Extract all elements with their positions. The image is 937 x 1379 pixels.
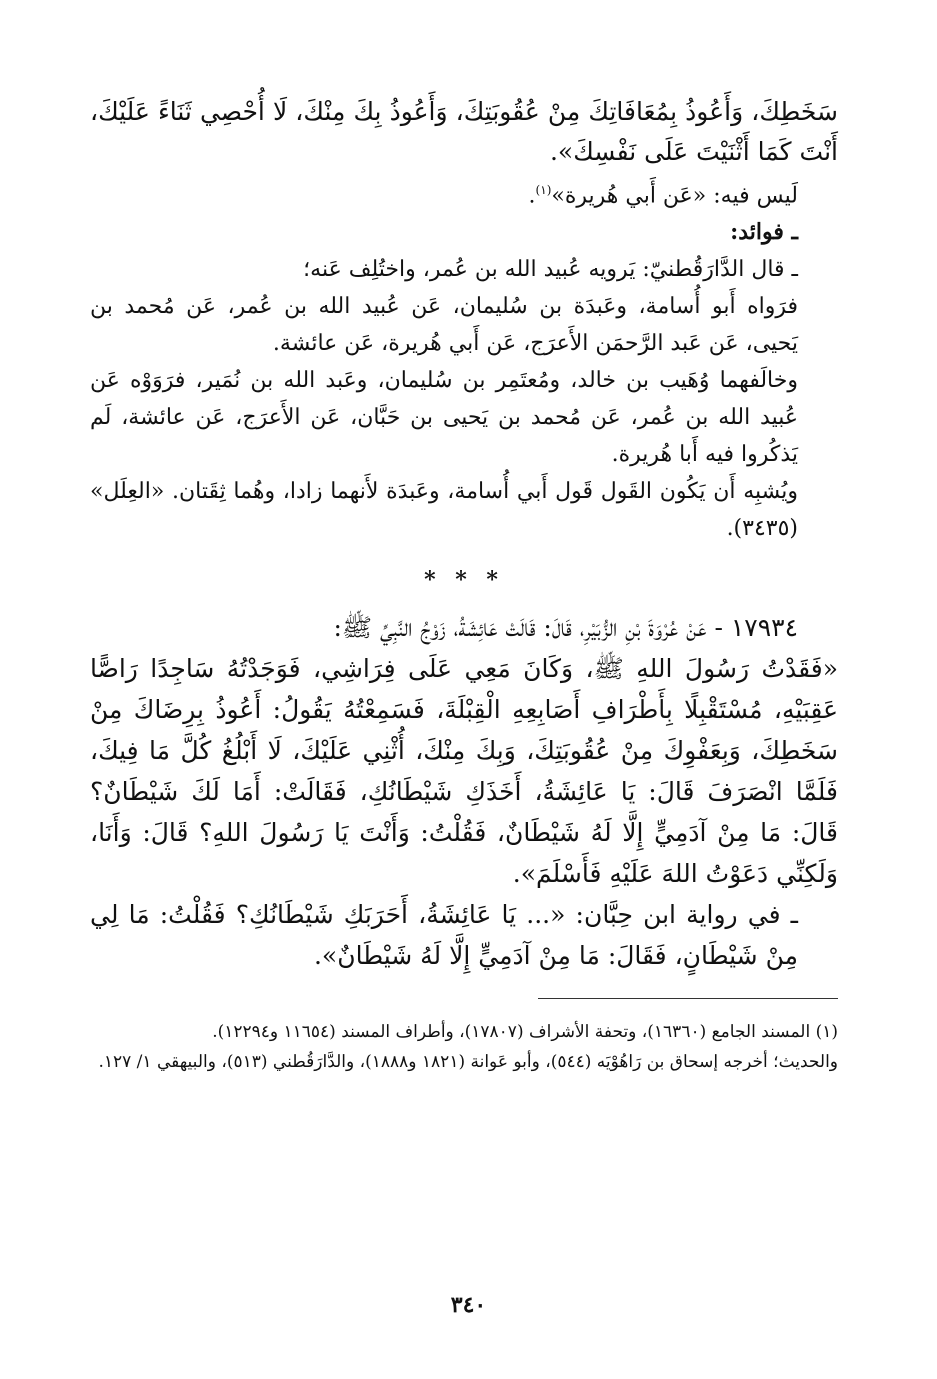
hadith-text: «فَقَدْتُ رَسُولَ اللهِ ﷺ، وَكَانَ مَعِي عَلَى فِرَاشِي، فَوَجَدْتُهُ سَاجِدًا رَاصًّا عَقِبَيْهِ، مُسْتَقْبِلًا بِأَطْرَافِ أَصَابِعِهِ الْقِبْلَةَ، فَسَمِعْتُهُ يَقُولُ: أَعُوذُ بِرِضَاكَ مِنْ سَخَطِكَ، وَبِعَفْوِكَ مِنْ عُقُوبَتِكَ، وَبِكَ مِنْكَ، أُثْنِي عَلَيْكَ، لَا أَبْلُغُ كُلَّ مَا فِيكَ، فَلَمَّا انْصَرَفَ قَالَ: يَا عَائِشَةُ، أَخَذَكِ شَيْطَانُكِ، فَقَالَتْ: أَمَا لَكَ شَيْطَانٌ؟ قَالَ: مَا مِنْ آدَمِيٍّ إِلَّا لَهُ شَيْطَانٌ، فَقُلْتُ: وَأَنْتَ يَا رَسُولَ اللهِ؟ قَالَ: وَأَنَا، وَلَكِنِّي دَعَوْتُ اللهَ عَلَيْهِ فَأَسْلَمَ». xyxy=(90,654,838,889)
hadith-heading: ١٧٩٣٤ - عَنْ عُرْوَةَ بْنِ الزُّبَيْرِ، قَالَ: قَالَتْ عَائِشَةُ، زَوْجُ النَّبِيِّ ﷺ: xyxy=(333,613,798,643)
hadith-ending-text: سَخَطِكَ، وَأَعُوذُ بِمُعَافَاتِكَ مِنْ عُقُوبَتِكَ، وَأَعُوذُ بِكَ مِنْكَ، لَا أُحْصِي ثَنَاءً عَلَيْكَ، أَنْتَ كَمَا أَثْنَيْتَ عَلَى نَفْسِكَ». xyxy=(90,97,838,166)
page-number: ٣٤٠ xyxy=(450,1292,487,1318)
note-not-in-narration xyxy=(90,172,838,214)
daraqutni-intro: ـ قال الدَّارَقُطنيّ: يَرويه عُبيد الله بن عُمر، واختُلِف عَنه؛ xyxy=(303,257,798,283)
ibn-hibban-narration: ـ في رواية ابن حِبَّان: «... يَا عَائِشَةُ، أَحَرَبَكِ شَيْطَانُكِ؟ فَقُلْتُ: مَا لِي مِنْ شَيْطَانٍ، فَقَالَ: مَا مِنْ آدَمِيٍّ إِلَّا لَهُ شَيْطَانٌ». xyxy=(90,900,798,971)
benefits-heading: ـ فوائد: xyxy=(730,219,798,246)
footnote-1: (١) المسند الجامع (١٦٣٦٠)، وتحفة الأشراف (١٧٨٠٧)، وأطراف المسند (١١٦٥٤ و١٢٢٩٤). xyxy=(212,1022,838,1043)
footnote-ref[interactable]: (١) xyxy=(535,183,552,197)
note-end: . xyxy=(528,183,536,209)
narration-chain-2: وخالَفهما وُهَيب بن خالد، ومُعتَمِر بن سُليمان، وعَبد الله بن نُمَير، فرَوَوْه عَن عُبيد الله بن عُمر، عَن مُحمد بن يَحيى بن حَبَّان، عَن الأَعرَج، عَن عائشة، لَم يَذكُروا فيه أَبا هُريرة. xyxy=(90,368,798,468)
section-separator: * * * xyxy=(424,567,504,594)
page-body xyxy=(90,92,838,1077)
footnote-1-continued: والحديث؛ أخرجه إسحاق بن رَاهُوْيَه (٥٤٤)، وأبو عَوانة (١٨٢١ و١٨٨٨)، والدَّارَقُطني (٥١٣)، والبيهقي ١/ ١٢٧. xyxy=(98,1052,838,1073)
ilal-conclusion: ويُشبِه أَن يَكُون القَول قَول أَبي أُسامة، وعَبدَة لأَنهما زادا، وهُما ثِقَتان. «العِلَل» (٣٤٣٥). xyxy=(90,479,798,542)
note-text: لَيس فيه: «عَن أَبي هُريرة» xyxy=(551,183,798,209)
footnote-divider xyxy=(538,998,838,999)
narration-chain-1: فرَواه أَبو أُسامة، وعَبدَة بن سُليمان، عَن عُبيد الله بن عُمر، عَن مُحمد بن يَحيى، عَن عَبد الرَّحمَن الأَعرَج، عَن أَبي هُريرة، عَن عائشة. xyxy=(90,294,798,357)
